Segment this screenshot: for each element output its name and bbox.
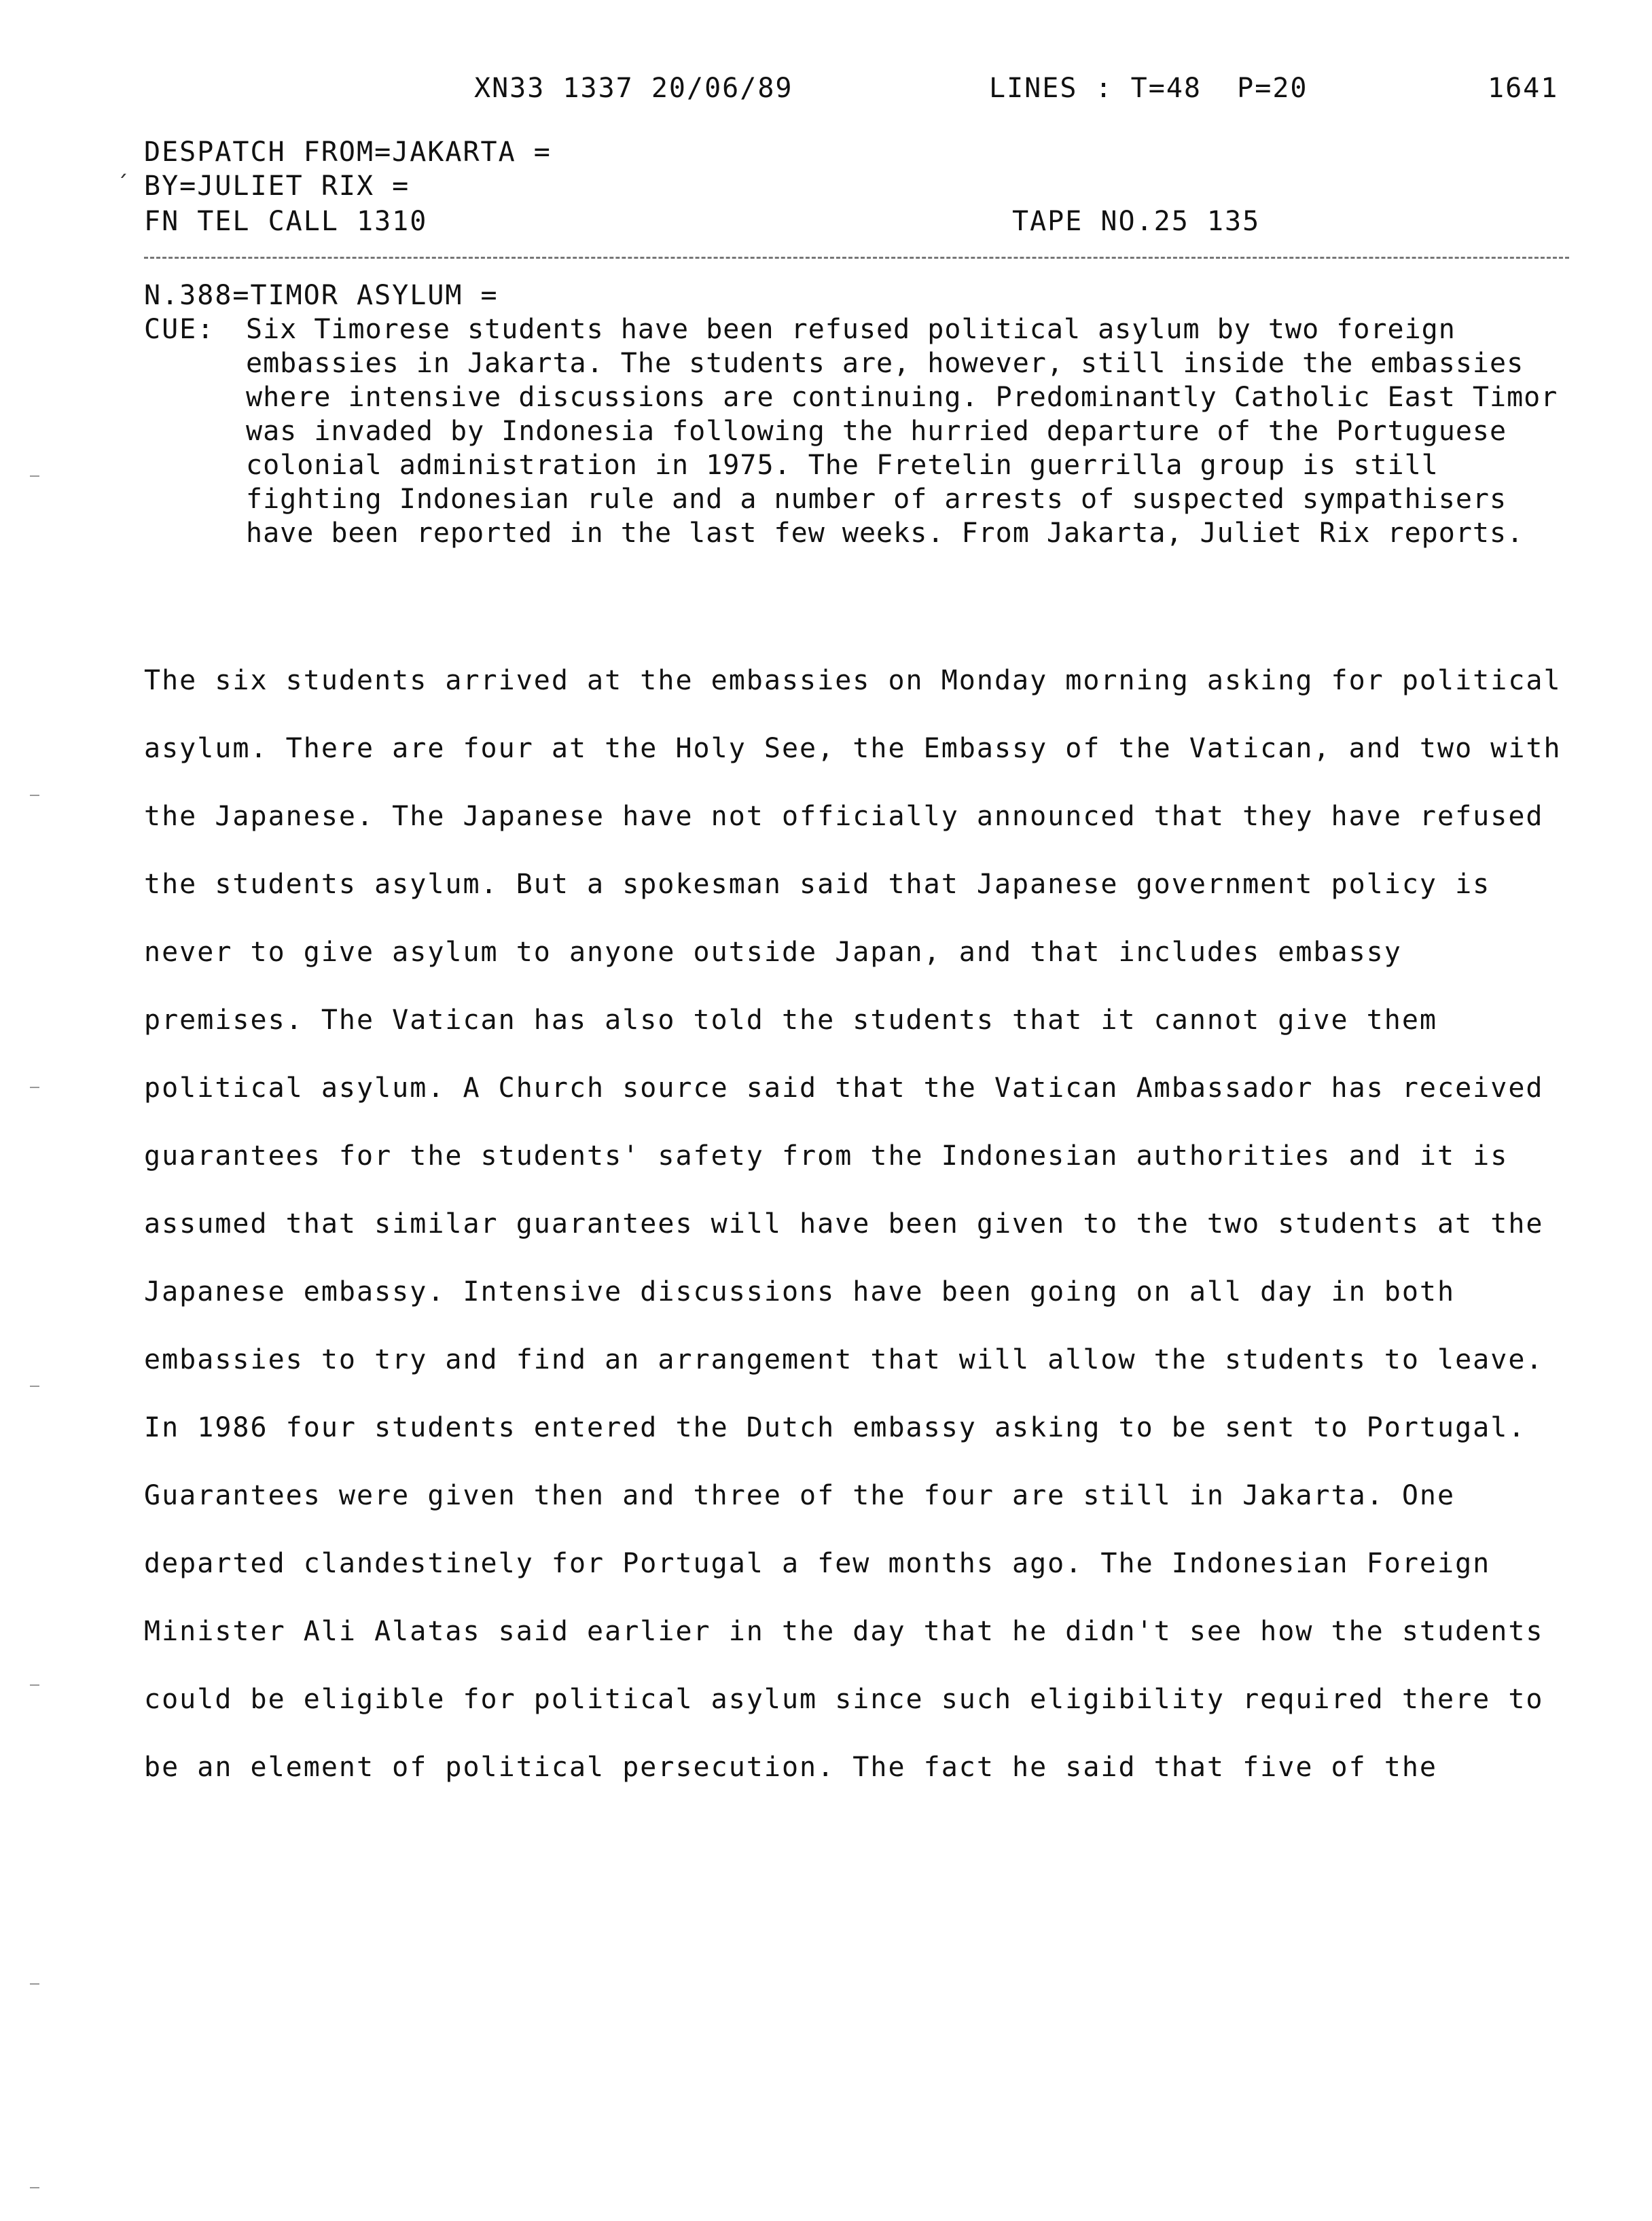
story-body: The six students arrived at the embassies on Monday morning asking for political asylum. There are four at the Holy See, the Embassy of the Vatican, and two with the Japanese. The Japanese have not officially announced that they have refused the students asylum. But a spokesman said that Japanese government policy is never to give asylum to anyone outside Japan, and that includes embassy premises. The Vatican has also told the students that it cannot give them political asylum. A Church source said that the Vatican Ambassador has received guarantees for the students' safety from the Indonesian authorities and it is assumed that similar guarantees will have been given to the two students at the Japanese embassy. Intensive discussions have been going on all day in both embassies to try and find an arrangement that will allow the students to leave. In 1986 four students entered the Dutch embassy asking to be sent to Portugal. Guarantees were given then and three of the four are still in Jakarta. One departed clandestinely for Portugal a few months ago. The Indonesian Foreign Minister Ali Alatas said earlier in the day that he didn't see how the students could be eligible for political asylum since such eligibility required there to be an element of political persecution. The fact he said that five of the: [144, 665, 1562, 1783]
page-number: 1641: [1488, 73, 1559, 104]
cue-block: [144, 278, 1577, 550]
tick-mark: ´: [115, 171, 130, 198]
margin-mark: [30, 1087, 39, 1088]
story-slug: N.388=TIMOR ASYLUM =: [144, 280, 499, 311]
fn-line: FN TEL CALL 1310: [144, 206, 428, 237]
margin-mark: [30, 2187, 39, 2188]
separator-rule: [144, 257, 1569, 259]
margin-mark: [30, 1983, 39, 1985]
line-count: LINES : T=48 P=20: [989, 73, 1308, 104]
reporter-byline: BY=JULIET RIX =: [144, 170, 410, 202]
cue-text: Six Timorese students have been refused political asylum by two foreign embassies in Jakarta. The students are, however, still inside the embassies where intensive discussions are continuing. Predominantly Catholic East Timor was invaded by Indonesia following the hurried departure of the Portuguese colonial administration in 1975. The Fretelin guerrilla group is still fighting Indonesian rule and a number of arrests of suspected sympathisers have been reported in the last few weeks. From Jakarta, Juliet Rix reports.: [246, 314, 1558, 549]
margin-mark: [30, 795, 39, 796]
despatch-from: DESPATCH FROM=JAKARTA =: [144, 137, 552, 168]
cue-row: [144, 312, 1577, 550]
margin-mark: [30, 475, 39, 477]
despatch-code: XN33 1337 20/06/89: [474, 73, 793, 104]
cue-label: CUE:: [144, 314, 215, 345]
tape-number: TAPE NO.25 135: [1012, 206, 1261, 237]
margin-mark: [30, 1386, 39, 1387]
margin-mark: [30, 1684, 39, 1686]
